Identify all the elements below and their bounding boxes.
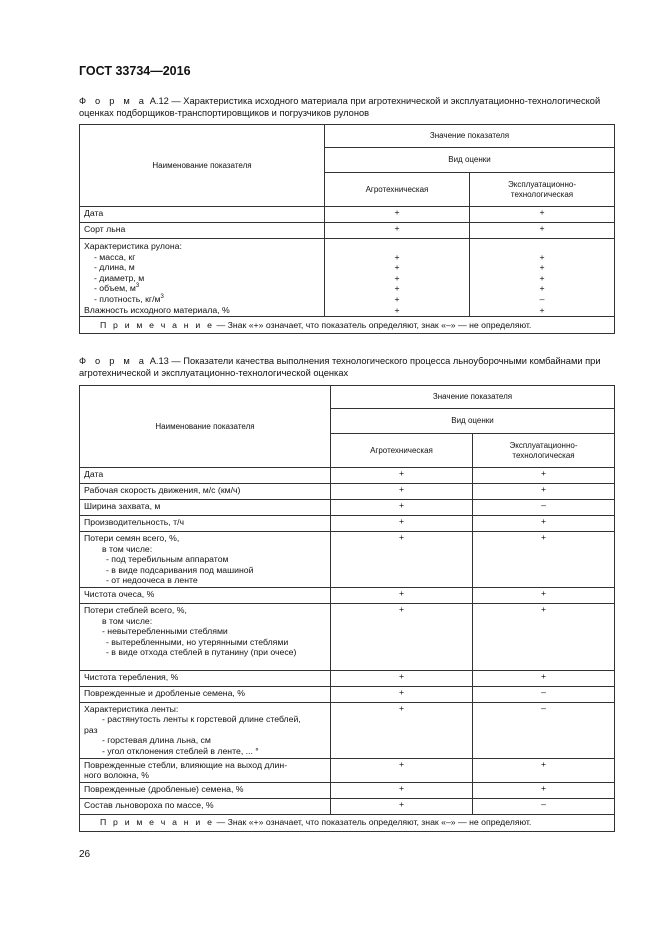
table-row: Дата + +: [80, 468, 615, 484]
table-row: Чистота теребления, % + +: [80, 670, 615, 686]
table-row: Характеристика ленты: - растянутость ленты к горстевой длине стеблей, раз - горстевая длина льна, см - угол отклонения стеблей в ленте, ... ° + –: [80, 702, 615, 758]
form-a12-caption-label: Ф о р м а: [79, 96, 148, 106]
header-operational: Эксплуатационно- технологическая: [473, 434, 615, 468]
header-agrotechnical: Агротехническая: [325, 173, 470, 207]
table-row: Потери семян всего, %, в том числе: - под теребильным аппаратом - в виде подсаривания под машиной - от недоочеса в ленте + +: [80, 532, 615, 588]
table-row: Состав льновороха по массе, % + –: [80, 798, 615, 814]
table-row: Производительность, т/ч + +: [80, 516, 615, 532]
table-row: Ширина захвата, м + –: [80, 500, 615, 516]
form-a13-caption-label: Ф о р м а: [79, 356, 148, 366]
table-row: Дата + +: [80, 207, 615, 223]
form-a13-note: П р и м е ч а н и е — Знак «+» означает, что показатель определяют, знак «–» — не определяют.: [80, 814, 615, 831]
form-a13-caption: [79, 355, 614, 379]
table-row: Потери стеблей всего, %, в том числе: - невытеребленными стеблями - вытеребленными, но утерянными стеблями - в виде отхода стеблей в путанину (при очесе) + +: [80, 603, 615, 670]
form-a12-caption: [79, 95, 614, 119]
document-header: ГОСТ 33734—2016: [79, 64, 191, 78]
header-value: Значение показателя: [331, 386, 615, 409]
moisture-label: Влажность исходного материала, %: [84, 304, 230, 315]
table-row: Сорт льна + +: [80, 223, 615, 239]
header-assessment-kind: Вид оценки: [331, 409, 615, 434]
header-indicator-name: Наименование показателя: [80, 386, 331, 468]
roll-title: Характеристика рулона:: [84, 241, 182, 251]
header-value: Значение показателя: [325, 125, 615, 148]
form-a12-caption-text: А.12 — Характеристика исходного материала при агротехнической и эксплуатационно-технологической оценках подборщиков-транспортировщиков и погрузчиков рулонов: [79, 96, 601, 118]
table-row: Поврежденные и дробленые семена, % + –: [80, 686, 615, 702]
table-row: Поврежденные стебли, влияющие на выход длин- ного волокна, % + +: [80, 758, 615, 782]
page-number: 26: [79, 849, 91, 860]
table-row: Чистота очеса, % + +: [80, 587, 615, 603]
form-a12-table: [79, 124, 615, 334]
form-a12-note: П р и м е ч а н и е — Знак «+» означает, что показатель определяют, знак «–» — не определяют.: [80, 317, 615, 334]
header-operational: Эксплуатационно- технологическая: [470, 173, 615, 207]
table-row: Поврежденные (дробленые) семена, % + +: [80, 782, 615, 798]
header-assessment-kind: Вид оценки: [325, 148, 615, 173]
header-indicator-name: Наименование показателя: [80, 125, 325, 207]
form-a13-caption-text: А.13 — Показатели качества выполнения технологического процесса льноуборочными комбайнами при агротехнической и эксплуатационно-технологической оценках: [79, 356, 601, 378]
form-a13-table: [79, 385, 615, 832]
header-agrotechnical: Агротехническая: [331, 434, 473, 468]
table-row: Рабочая скорость движения, м/с (км/ч) + +: [80, 484, 615, 500]
table-row-roll: Характеристика рулона: - масса, кг - длина, м - диаметр, м - объем, $м^3$ - плотность, $кг/м^3$ Влажность исходного материала, % + + + + + + + + + + – +: [80, 239, 615, 317]
